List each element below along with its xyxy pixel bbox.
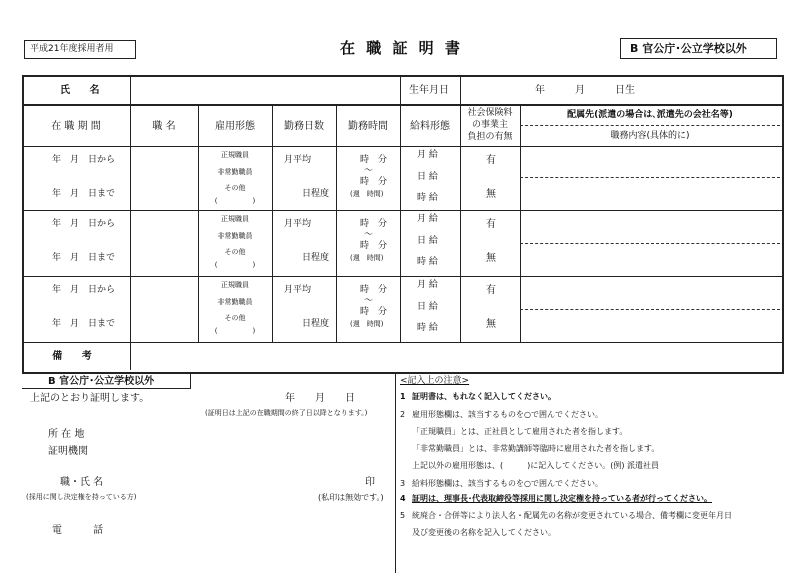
- period-to: 年 月 日まで: [52, 319, 116, 329]
- hours-weekly: (週 時間): [350, 320, 384, 328]
- salary-hourly: 時 給: [417, 193, 438, 203]
- note-text: 及び変更後の名称を記入してください。: [412, 528, 556, 537]
- note-text: 証明書は、もれなく記入してください。: [412, 392, 556, 401]
- period-to: 年 月 日まで: [52, 253, 116, 263]
- emp-parttime: 非常勤職員: [217, 232, 253, 240]
- emp-regular: 正規職員: [221, 215, 249, 223]
- emp-regular: 正規職員: [221, 281, 249, 289]
- insurance-yes: 有: [486, 285, 496, 296]
- insurance-yes: 有: [486, 219, 496, 230]
- insurance-no: 無: [486, 319, 496, 330]
- cert-statement: 上記のとおり証明します。: [30, 393, 150, 404]
- salary-hourly: 時 給: [417, 257, 438, 267]
- emp-parttime: 非常勤職員: [217, 168, 253, 176]
- notes-title: <記入上の注意>: [400, 376, 470, 386]
- page-title: 在 職 証 明 書: [340, 39, 463, 57]
- period-from: 年 月 日から: [52, 219, 116, 229]
- insurance-yes: 有: [486, 155, 496, 166]
- note-number: 4: [400, 494, 406, 503]
- hours-weekly: (週 時間): [350, 190, 384, 198]
- salary-monthly: 月 給: [417, 280, 438, 290]
- days-approx: 日程度: [302, 189, 330, 199]
- period-from: 年 月 日から: [52, 285, 116, 295]
- period-to: 年 月 日まで: [52, 189, 116, 199]
- phone-label: 電 話: [52, 525, 118, 536]
- year-label: 平成21年度採用者用: [30, 44, 114, 54]
- days-avg: 月平均: [284, 219, 312, 229]
- note-text: 「正規職員」とは、正社員として雇用された者を指します。: [412, 427, 628, 436]
- hours-to: 時 分: [360, 177, 388, 187]
- col-days: 勤務日数: [284, 121, 324, 132]
- hours-tilde: 〜: [364, 296, 374, 306]
- emp-other: その他: [224, 248, 246, 256]
- emp-other-blank: ( ): [214, 261, 256, 269]
- hours-to: 時 分: [360, 241, 388, 251]
- period-from: 年 月 日から: [52, 155, 116, 165]
- category-label: B 官公庁･公立学校以外: [630, 42, 747, 55]
- emp-other: その他: [224, 184, 246, 192]
- note-text: 上記以外の雇用形態は、( )に記入してください。(例) 派遣社員: [412, 461, 660, 470]
- col-insurance-2: の事業主: [471, 120, 508, 130]
- salary-hourly: 時 給: [417, 323, 438, 333]
- remarks-label: 備 考: [52, 351, 100, 362]
- hours-tilde: 〜: [364, 230, 374, 240]
- salary-daily: 日 給: [417, 236, 438, 246]
- cert-category: B 官公庁･公立学校以外: [48, 376, 155, 387]
- note-text: 統廃合・合併等により法人名・配属先の名称が変更されている場合、備考欄に変更年月日: [412, 511, 732, 520]
- hours-from: 時 分: [360, 219, 388, 229]
- hours-weekly: (週 時間): [350, 254, 384, 262]
- col-duties: 職務内容(具体的に): [610, 131, 690, 141]
- title-name-label: 職・氏 名: [60, 477, 104, 488]
- hours-tilde: 〜: [364, 166, 374, 176]
- authority-note: (採用に関し決定権を持っている方): [26, 493, 137, 501]
- note-number: 1: [400, 392, 406, 401]
- salary-daily: 日 給: [417, 302, 438, 312]
- seal-mark: 印: [365, 477, 375, 488]
- note-number: 2: [400, 410, 406, 419]
- cert-date: 年 月 日: [285, 393, 355, 404]
- seal-note: (私印は無効です。): [318, 493, 384, 502]
- days-avg: 月平均: [284, 285, 312, 295]
- note-text: 「非常勤職員」とは、非常勤講師等臨時に雇用された者を指します。: [412, 444, 660, 453]
- col-insurance-1: 社会保険料: [467, 108, 513, 118]
- col-position: 職 名: [152, 121, 176, 132]
- col-hours: 勤務時間: [348, 121, 388, 132]
- emp-other: その他: [224, 314, 246, 322]
- hours-to: 時 分: [360, 307, 388, 317]
- col-dept: 配属先(派遣の場合は､派遣先の会社名等): [567, 110, 733, 120]
- salary-daily: 日 給: [417, 172, 438, 182]
- insurance-no: 無: [486, 189, 496, 200]
- days-approx: 日程度: [302, 319, 330, 329]
- dob-value: 年 月 日生: [535, 85, 635, 96]
- emp-other-blank: ( ): [214, 197, 256, 205]
- col-period: 在 職 期 間: [51, 121, 101, 132]
- col-salary: 給料形態: [410, 121, 450, 132]
- address-label: 所 在 地: [48, 429, 85, 440]
- note-number: 3: [400, 479, 406, 488]
- days-avg: 月平均: [284, 155, 312, 165]
- hours-from: 時 分: [360, 155, 388, 165]
- note-text: 証明は、理事長･代表取締役等採用に関し決定権を持っている者が行ってください。: [412, 494, 712, 503]
- note-text: 雇用形態欄は、該当するものを○で囲んでください。: [412, 410, 603, 419]
- col-insurance-3: 負担の有無: [467, 132, 513, 142]
- note-text: 給料形態欄は、該当するものを○で囲んでください。: [412, 479, 603, 488]
- col-employment: 雇用形態: [215, 121, 255, 132]
- org-label: 証明機関: [48, 446, 88, 457]
- name-label: 氏 名: [60, 85, 108, 96]
- insurance-no: 無: [486, 253, 496, 264]
- salary-monthly: 月 給: [417, 150, 438, 160]
- dob-label: 生年月日: [409, 85, 449, 96]
- emp-parttime: 非常勤職員: [217, 298, 253, 306]
- note-number: 5: [400, 511, 406, 520]
- cert-date-note: (証明日は上記の在職期間の終了日以降となります。): [205, 409, 368, 417]
- emp-other-blank: ( ): [214, 327, 256, 335]
- hours-from: 時 分: [360, 285, 388, 295]
- days-approx: 日程度: [302, 253, 330, 263]
- salary-monthly: 月 給: [417, 214, 438, 224]
- emp-regular: 正規職員: [221, 151, 249, 159]
